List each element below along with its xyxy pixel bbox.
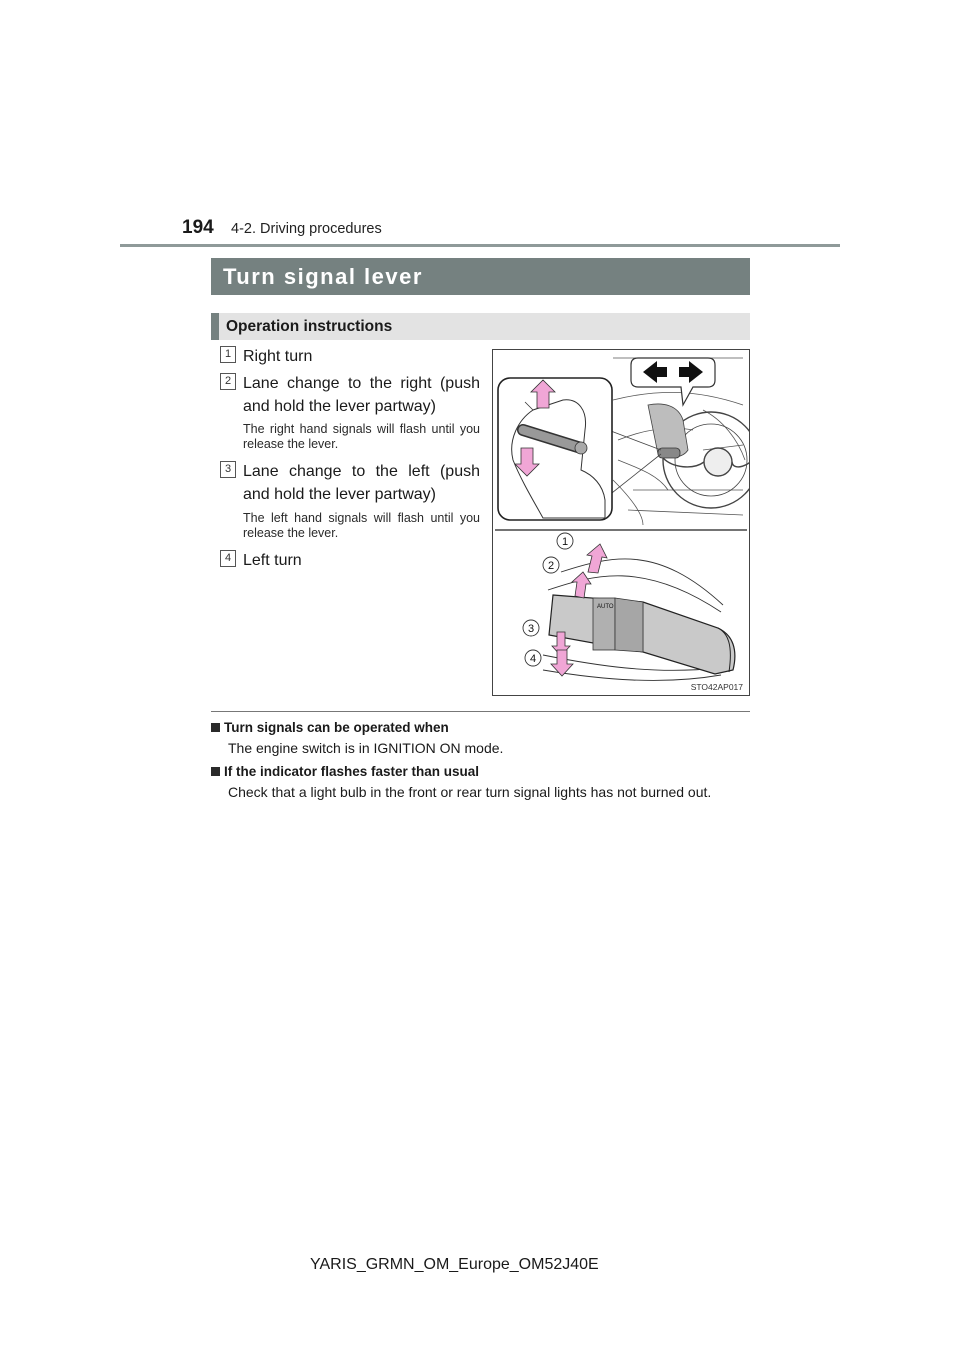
step-number-badge: 2 — [220, 373, 236, 390]
note-heading-text: Turn signals can be operated when — [224, 720, 449, 735]
note-body: Check that a light bulb in the front or rear turn signal lights has not burned out. — [228, 784, 712, 800]
step-text: Left turn — [243, 552, 302, 569]
lever-stalk — [658, 448, 680, 458]
section-label: 4-2. Driving procedures — [231, 221, 382, 237]
note-heading — [211, 720, 449, 735]
step-number-badge: 4 — [220, 550, 236, 567]
note-heading — [211, 764, 479, 779]
hand-inset — [498, 378, 612, 520]
page-number: 194 — [182, 217, 214, 238]
callout-2: 2 — [547, 560, 555, 572]
note-body: The engine switch is in IGNITION ON mode. — [228, 740, 504, 756]
figure-code: STO42AP017 — [690, 682, 743, 692]
callout-4: 4 — [529, 653, 537, 665]
step-note: The right hand signals will flash until you release the lever. — [243, 422, 480, 451]
page-title: Turn signal lever — [211, 258, 750, 295]
step-note: The left hand signals will flash until you release the lever. — [243, 511, 480, 540]
square-bullet-icon — [211, 723, 220, 732]
header-rule — [120, 244, 840, 247]
step-number-badge: 1 — [220, 346, 236, 363]
callout-3: 3 — [527, 623, 535, 635]
document-footer: YARIS_GRMN_OM_Europe_OM52J40E — [310, 1256, 599, 1273]
arrow-up-icon — [572, 572, 591, 598]
step-text: Lane change to the right (push and hold the lever partway) — [243, 375, 480, 415]
notes-divider — [211, 711, 750, 712]
square-bullet-icon — [211, 767, 220, 776]
note-heading-text: If the indicator flashes faster than usual — [224, 764, 480, 779]
auto-label: AUTO — [597, 604, 614, 610]
lever-closeup — [523, 533, 735, 680]
step-text: Right turn — [243, 348, 313, 365]
step-number-badge: 3 — [220, 461, 236, 478]
turn-direction-callout — [631, 358, 715, 405]
arrow-up-icon — [587, 544, 607, 573]
step-text: Lane change to the left (push and hold the lever partway) — [243, 463, 480, 503]
turn-signal-illustration — [492, 349, 750, 696]
callout-1: 1 — [561, 536, 569, 548]
lever-diagram — [493, 350, 749, 695]
section-subtitle: Operation instructions — [211, 313, 750, 340]
